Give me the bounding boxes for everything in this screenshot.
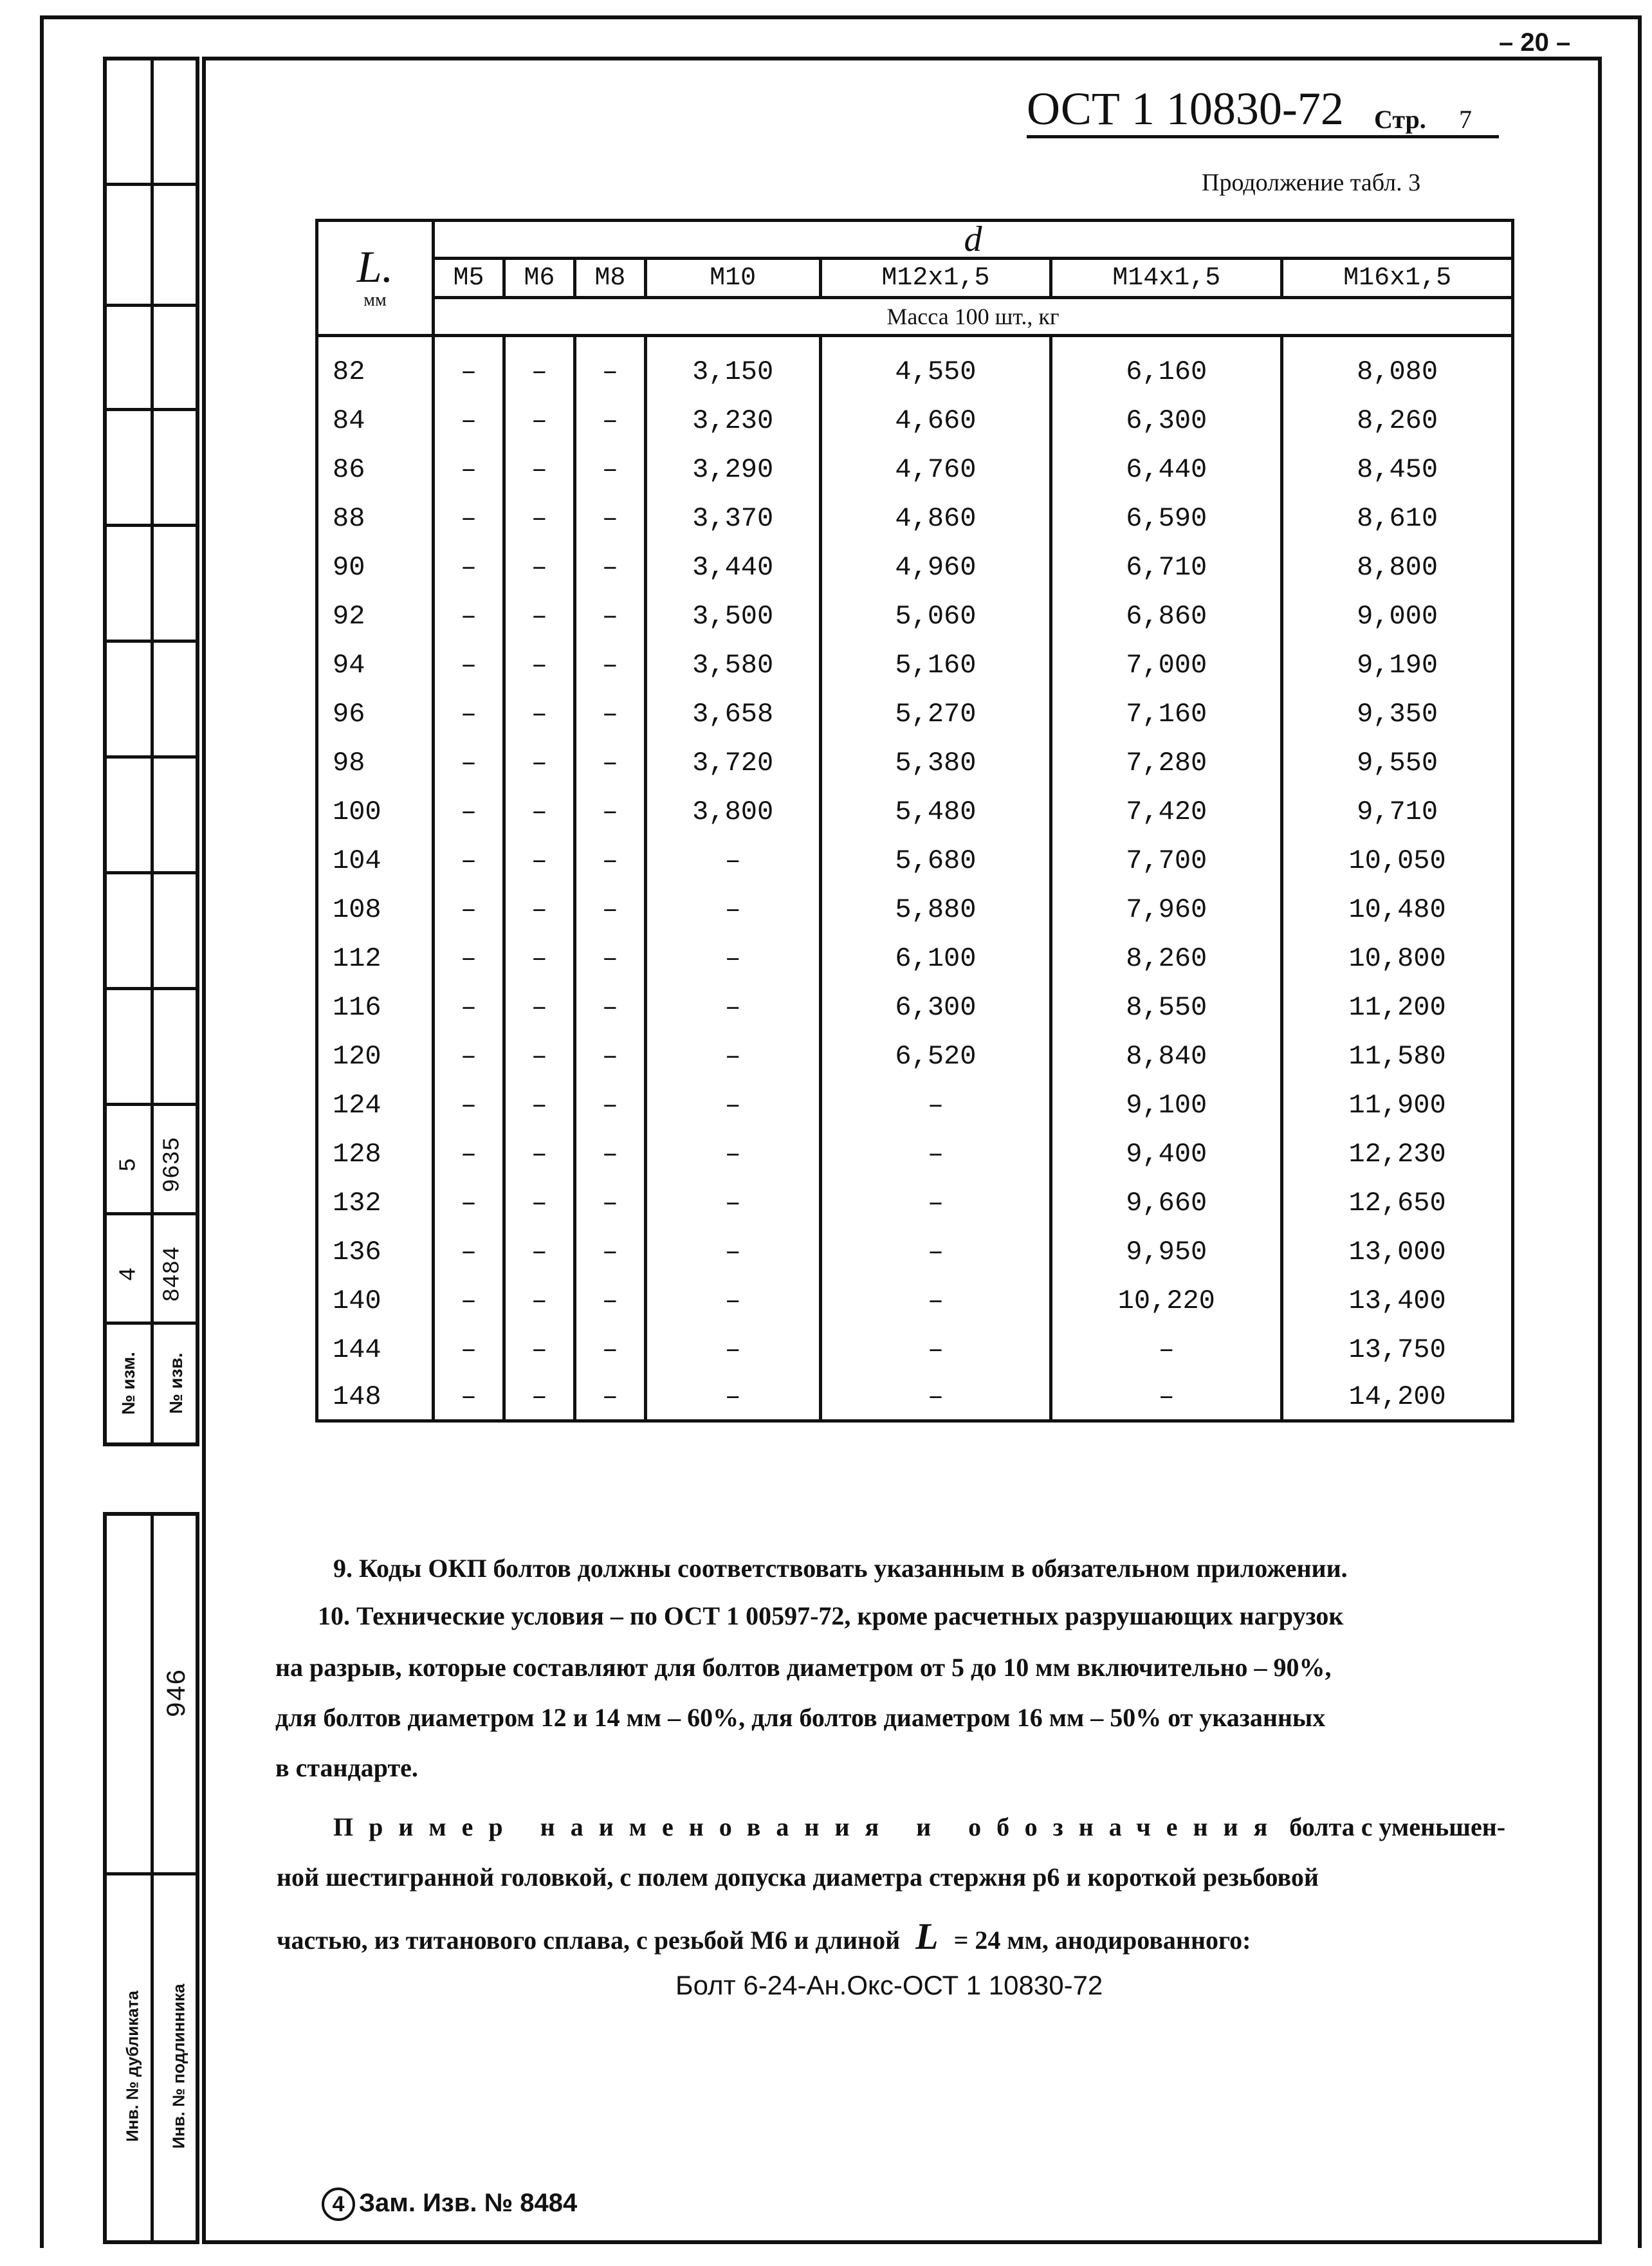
column-header: М5 [434,259,504,298]
mass-cell: 3,230 [645,396,820,445]
table-row [317,494,1513,543]
mass-cell: – [434,690,504,739]
mass-cell: 5,160 [820,641,1051,690]
table-row [317,690,1513,739]
page-label: Стр. [1374,105,1426,134]
mass-cell: 6,520 [820,1032,1051,1081]
mass-cell: 7,280 [1051,739,1282,788]
mass-cell: 7,000 [1051,641,1282,690]
mass-cell: – [1051,1374,1282,1421]
mass-cell: 4,960 [820,543,1051,592]
mass-cell: 3,580 [645,641,820,690]
mass-cell: – [574,1081,645,1130]
d-header: d [434,221,1513,259]
mass-cell: 13,000 [1282,1228,1513,1276]
mass-cell: 6,160 [1051,347,1282,396]
l-unit: мм [363,290,387,310]
mass-cell: 8,550 [1051,983,1282,1032]
podl-value: 946 [162,1669,193,1718]
mass-cell: 4,760 [820,445,1051,494]
mass-cell: – [434,445,504,494]
mass-cell: – [574,592,645,641]
mass-cell: – [645,1325,820,1374]
mass-cell: – [574,1374,645,1421]
example-line-1-rest: болта с уменьшен- [1289,1812,1506,1841]
mass-cell: – [574,1276,645,1325]
mass-cell: – [574,885,645,934]
mass-cell: – [574,1130,645,1179]
example-line-3a: частью, из титанового сплава, с резьбой М6 и длиной [277,1926,901,1955]
mass-cell: – [504,494,574,543]
doc-code: ОСТ 1 10830-72 [1027,83,1344,134]
mass-cell: – [574,396,645,445]
mass-cell: – [434,494,504,543]
mass-cell: 5,380 [820,739,1051,788]
mass-cell: – [645,983,820,1032]
mass-cell: – [574,1228,645,1276]
length-cell: 82 [317,347,434,396]
column-header: М10 [645,259,820,298]
mass-cell: 10,800 [1282,934,1513,983]
mass-cell: – [645,1228,820,1276]
table-row [317,1032,1513,1081]
mass-cell: – [434,1032,504,1081]
mass-cell: 8,260 [1282,396,1513,445]
mass-header: Масса 100 шт., кг [434,298,1513,336]
mass-cell: – [820,1228,1051,1276]
mass-cell: – [434,836,504,885]
mass-cell: – [434,1325,504,1374]
mass-cell: 9,660 [1051,1179,1282,1228]
mass-cell: – [820,1179,1051,1228]
page-number: – 20 – [1499,28,1571,57]
mass-cell: – [504,1130,574,1179]
mass-cell: 6,710 [1051,543,1282,592]
mass-cell: – [434,739,504,788]
mass-cell: – [434,934,504,983]
mass-cell: – [434,543,504,592]
mass-cell: 9,000 [1282,592,1513,641]
mass-cell: 4,660 [820,396,1051,445]
mass-cell: 6,590 [1051,494,1282,543]
length-cell: 132 [317,1179,434,1228]
l-header [317,221,434,336]
mass-cell: – [504,592,574,641]
mass-cell: 12,230 [1282,1130,1513,1179]
length-cell: 112 [317,934,434,983]
mass-cell: 6,300 [820,983,1051,1032]
mass-cell: 7,420 [1051,788,1282,836]
mass-cell: 9,100 [1051,1081,1282,1130]
mass-cell: – [504,641,574,690]
mass-cell: – [820,1325,1051,1374]
table-row [317,1374,1513,1421]
length-cell: 124 [317,1081,434,1130]
mass-cell: – [574,788,645,836]
length-cell: 120 [317,1032,434,1081]
mass-cell: 3,150 [645,347,820,396]
mass-cell: – [645,1081,820,1130]
length-cell: 136 [317,1228,434,1276]
table-row [317,1325,1513,1374]
mass-cell: 3,500 [645,592,820,641]
mass-cell: – [820,1276,1051,1325]
mass-cell: 11,200 [1282,983,1513,1032]
mass-cell: 3,800 [645,788,820,836]
column-header: М14х1,5 [1051,259,1282,298]
column-header: М6 [504,259,574,298]
mass-cell: 10,480 [1282,885,1513,934]
mass-cell: – [645,1032,820,1081]
mass-cell: – [574,641,645,690]
length-cell: 86 [317,445,434,494]
mass-cell: – [574,1325,645,1374]
mass-cell: – [434,885,504,934]
mass-cell: 7,160 [1051,690,1282,739]
dubl-label: Инв. № дубликата [122,1991,142,2142]
length-cell: 128 [317,1130,434,1179]
mass-cell: 6,860 [1051,592,1282,641]
table-row [317,739,1513,788]
mass-cell: – [504,1276,574,1325]
column-header: М8 [574,259,645,298]
mass-cell: – [434,788,504,836]
mass-cell: 3,720 [645,739,820,788]
example-heading: Пример наименования и обозначения [333,1812,1283,1841]
length-cell: 144 [317,1325,434,1374]
mass-cell: – [504,543,574,592]
length-cell: 84 [317,396,434,445]
mass-cell: – [504,934,574,983]
podl-label: Инв. № подлинника [169,1984,188,2149]
table-row [317,788,1513,836]
mass-cell: 7,700 [1051,836,1282,885]
length-cell: 98 [317,739,434,788]
mass-cell: 7,960 [1051,885,1282,934]
mass-cell: – [434,347,504,396]
rev-5-notice: 9635 [159,1137,186,1193]
column-header: М12х1,5 [820,259,1051,298]
mass-cell: 14,200 [1282,1374,1513,1421]
example-line-1 [333,1812,1505,1842]
mass-cell: – [574,494,645,543]
mass-cell: 12,650 [1282,1179,1513,1228]
mass-cell: – [504,885,574,934]
mass-cell: – [574,983,645,1032]
mass-cell: 11,900 [1282,1081,1513,1130]
mass-cell: 8,080 [1282,347,1513,396]
mass-cell: – [434,592,504,641]
change-number: 4 [322,2188,355,2221]
mass-cell: – [434,1081,504,1130]
example-line-3b: = 24 мм, анодированного: [953,1926,1251,1955]
mass-cell: 6,440 [1051,445,1282,494]
mass-cell: – [574,543,645,592]
change-note-text: Зам. Изв. № 8484 [359,2189,578,2217]
mass-cell: 13,400 [1282,1276,1513,1325]
clause-9: 9. Коды ОКП болтов должны соответствовать указанным в обязательном приложении. [333,1554,1348,1583]
izm-label: № изм. [118,1352,138,1415]
mass-cell: – [645,1374,820,1421]
mass-cell: – [504,690,574,739]
mass-cell: – [504,788,574,836]
mass-cell: 8,610 [1282,494,1513,543]
mass-cell: – [574,739,645,788]
table-row [317,347,1513,396]
mass-cell: – [820,1130,1051,1179]
clause-10-line-2: на разрыв, которые составляют для болтов диаметром от 5 до 10 мм включительно – 90%, [275,1653,1332,1682]
mass-cell: 8,800 [1282,543,1513,592]
table-row [317,543,1513,592]
mass-cell: – [645,934,820,983]
table-row [317,1081,1513,1130]
length-cell: 94 [317,641,434,690]
table-row [317,445,1513,494]
length-cell: 108 [317,885,434,934]
l-symbol: L. [356,243,394,292]
mass-cell: 3,370 [645,494,820,543]
mass-cell: – [1051,1325,1282,1374]
mass-cell: 10,050 [1282,836,1513,885]
mass-cell: – [504,836,574,885]
table-row [317,641,1513,690]
mass-cell: 5,270 [820,690,1051,739]
mass-cell: – [504,1032,574,1081]
table-row [317,836,1513,885]
mass-cell: – [574,934,645,983]
mass-cell: – [504,1081,574,1130]
mass-cell: – [574,1179,645,1228]
mass-cell: – [645,1276,820,1325]
table-row [317,1130,1513,1179]
mass-cell: – [434,1179,504,1228]
length-cell: 96 [317,690,434,739]
mass-cell: 9,710 [1282,788,1513,836]
mass-cell: – [504,1179,574,1228]
length-cell: 140 [317,1276,434,1325]
mass-cell: 8,260 [1051,934,1282,983]
length-cell: 116 [317,983,434,1032]
mass-cell: – [434,1130,504,1179]
mass-cell: – [434,1374,504,1421]
mass-cell: – [504,1325,574,1374]
change-note [322,2188,577,2221]
table-row [317,396,1513,445]
clause-10-line-4: в стандарте. [275,1753,418,1782]
example-line-3 [277,1915,1251,1958]
mass-cell: – [820,1081,1051,1130]
mass-cell: 9,190 [1282,641,1513,690]
page-label-number: 7 [1459,105,1472,134]
mass-cell: – [504,983,574,1032]
mass-cell: 5,680 [820,836,1051,885]
table-row [317,1179,1513,1228]
mass-cell: 3,440 [645,543,820,592]
mass-cell: 9,950 [1051,1228,1282,1276]
mass-cell: 6,300 [1051,396,1282,445]
length-cell: 88 [317,494,434,543]
table-row [317,934,1513,983]
clause-10-line-3: для болтов диаметром 12 и 14 мм – 60%, для болтов диаметром 16 мм – 50% от указанных [275,1703,1326,1732]
mass-cell: – [434,983,504,1032]
column-header: М16х1,5 [1282,259,1513,298]
mass-cell: 4,550 [820,347,1051,396]
mass-cell: – [574,347,645,396]
mass-cell: – [504,1228,574,1276]
designation-example: Болт 6-24-Ан.Окс-ОСТ 1 10830-72 [675,1970,1103,2000]
rev-5-num: 5 [115,1157,142,1172]
mass-cell: 8,840 [1051,1032,1282,1081]
mass-cell: – [504,396,574,445]
length-cell: 104 [317,836,434,885]
table-row [317,983,1513,1032]
table-continuation: Продолжение табл. 3 [1202,169,1421,196]
mass-cell: – [434,396,504,445]
mass-cell: 9,400 [1051,1130,1282,1179]
example-l-symbol: L [915,1915,939,1957]
mass-cell: – [645,885,820,934]
mass-cell: – [574,445,645,494]
rev-4-notice: 8484 [159,1246,186,1302]
mass-table [315,219,1514,1423]
mass-cell: – [574,1032,645,1081]
revision-registry [103,57,199,1446]
mass-cell: 8,450 [1282,445,1513,494]
mass-cell: – [820,1374,1051,1421]
mass-cell: 10,220 [1051,1276,1282,1325]
length-cell: 100 [317,788,434,836]
mass-cell: – [434,1228,504,1276]
table-row [317,885,1513,934]
mass-cell: 5,060 [820,592,1051,641]
mass-cell: 9,350 [1282,690,1513,739]
mass-cell: – [504,347,574,396]
mass-cell: – [645,836,820,885]
rev-4-num: 4 [115,1267,142,1282]
mass-cell: – [645,1130,820,1179]
mass-cell: 3,658 [645,690,820,739]
izv-label: № изв. [166,1352,186,1414]
mass-cell: 5,480 [820,788,1051,836]
mass-cell: – [504,445,574,494]
mass-cell: – [645,1179,820,1228]
mass-cell: – [574,690,645,739]
mass-cell: 4,860 [820,494,1051,543]
mass-cell: – [504,739,574,788]
mass-cell: 11,580 [1282,1032,1513,1081]
clause-10-line-1: 10. Технические условия – по ОСТ 1 00597-72, кроме расчетных разрушающих нагрузок [318,1601,1344,1630]
table-row [317,592,1513,641]
mass-cell: 13,750 [1282,1325,1513,1374]
length-cell: 148 [317,1374,434,1421]
table-row [317,1228,1513,1276]
table-row [317,1276,1513,1325]
inventory-registry [103,1512,199,2244]
mass-cell: 3,290 [645,445,820,494]
doc-code-underline [1027,135,1499,138]
length-cell: 90 [317,543,434,592]
example-line-2: ной шестигранной головкой, с полем допуска диаметра стержня р6 и короткой резьбовой [277,1863,1319,1892]
mass-cell: – [574,836,645,885]
mass-cell: 6,100 [820,934,1051,983]
mass-cell: – [434,641,504,690]
mass-cell: 5,880 [820,885,1051,934]
length-cell: 92 [317,592,434,641]
mass-cell: – [434,1276,504,1325]
mass-cell: – [504,1374,574,1421]
mass-cell: 9,550 [1282,739,1513,788]
